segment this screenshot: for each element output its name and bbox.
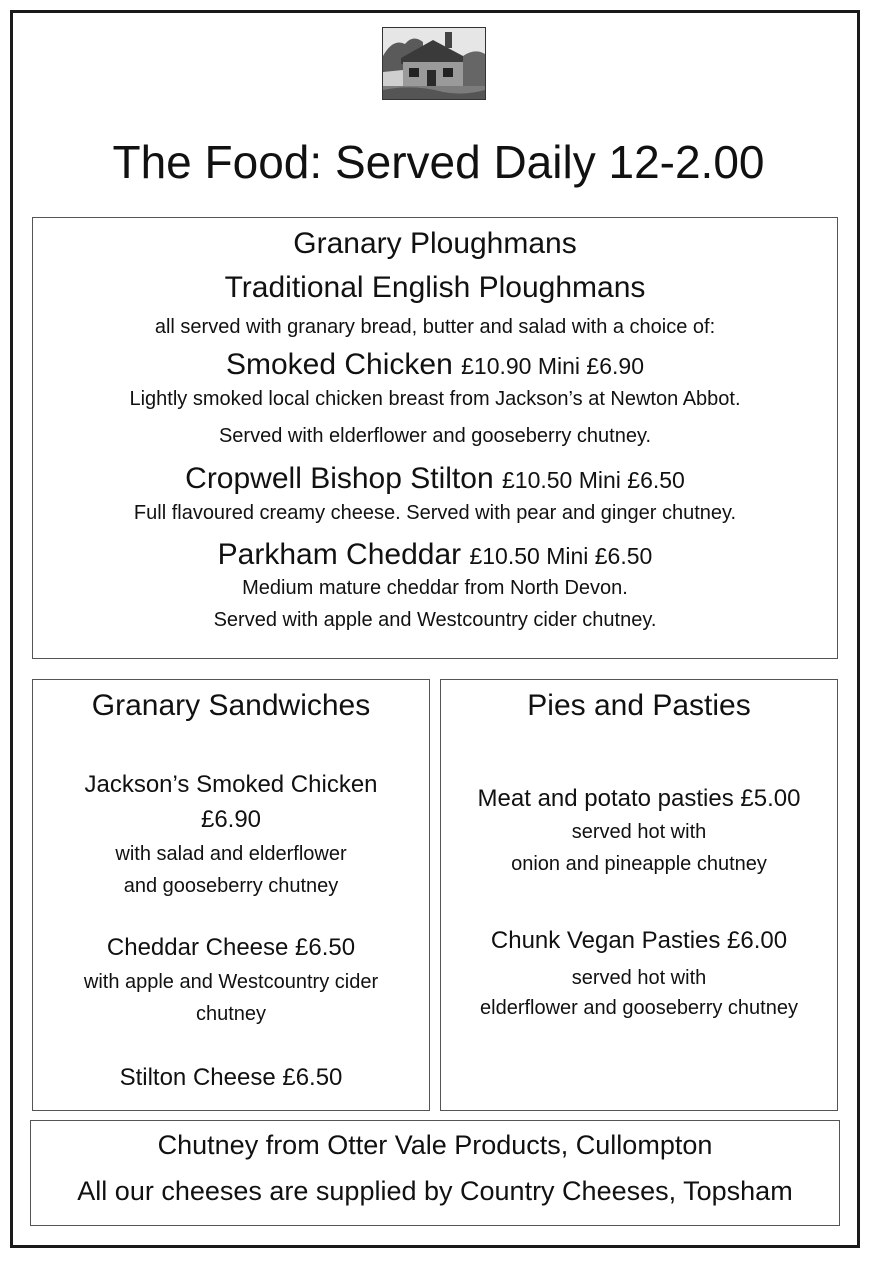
menu-item-smoked-chicken [33,347,837,384]
item-description: with apple and Westcountry cider [83,971,379,993]
sandwich-item-price: £6.90 [200,806,262,833]
cheese-supplier-note: All our cheeses are supplied by Country Cheeses, Topsham [77,1176,793,1206]
sandwiches-section [32,679,430,1111]
item-description: Medium mature cheddar from North Devon. [242,577,628,599]
item-name: Parkham Cheddar [217,538,462,571]
menu-item-cheddar [33,537,837,574]
item-price: £10.50 Mini £6.50 [469,543,653,569]
item-name: Smoked Chicken [226,348,453,381]
pies-section [440,679,838,1111]
item-description: with salad and elderflower [115,843,347,865]
item-description: served hot with [571,967,707,989]
item-description: Full flavoured creamy cheese. Served with pear and ginger chutney. [133,502,737,524]
item-description: onion and pineapple chutney [511,853,767,875]
pies-heading: Pies and Pasties [527,689,751,722]
chutney-supplier-note: Chutney from Otter Vale Products, Cullompton [157,1130,713,1160]
item-description: chutney [195,1003,267,1025]
suppliers-footer [30,1120,840,1226]
ploughmans-heading: Granary Ploughmans [293,227,577,260]
item-price: £10.50 Mini £6.50 [501,467,685,493]
item-description: served hot with [571,821,707,843]
item-description: and gooseberry chutney [123,875,339,897]
menu-item-stilton [33,461,837,498]
sandwich-item-name: Cheddar Cheese £6.50 [106,934,356,961]
item-price: £10.90 Mini £6.90 [461,353,644,379]
pie-item-name: Meat and potato pasties £5.00 [477,785,801,812]
ploughmans-section [32,217,838,659]
sandwich-item-name: Stilton Cheese £6.50 [119,1064,343,1091]
item-description: Lightly smoked local chicken breast from Jackson’s at Newton Abbot. [129,388,741,410]
sandwiches-heading: Granary Sandwiches [91,689,371,722]
ploughmans-intro: all served with granary bread, butter and salad with a choice of: [154,316,716,338]
pie-item-name: Chunk Vegan Pasties £6.00 [490,927,788,954]
page-title: The Food: Served Daily 12-2.00 [112,136,765,188]
item-description: Served with elderflower and gooseberry chutney. [218,425,652,447]
item-description: elderflower and gooseberry chutney [480,997,798,1019]
cottage-logo-image [382,27,486,100]
item-name: Cropwell Bishop Stilton [185,462,494,495]
sandwich-item-name: Jackson’s Smoked Chicken [84,771,378,798]
item-description: Served with apple and Westcountry cider chutney. [213,609,657,631]
ploughmans-subheading: Traditional English Ploughmans [224,271,646,304]
